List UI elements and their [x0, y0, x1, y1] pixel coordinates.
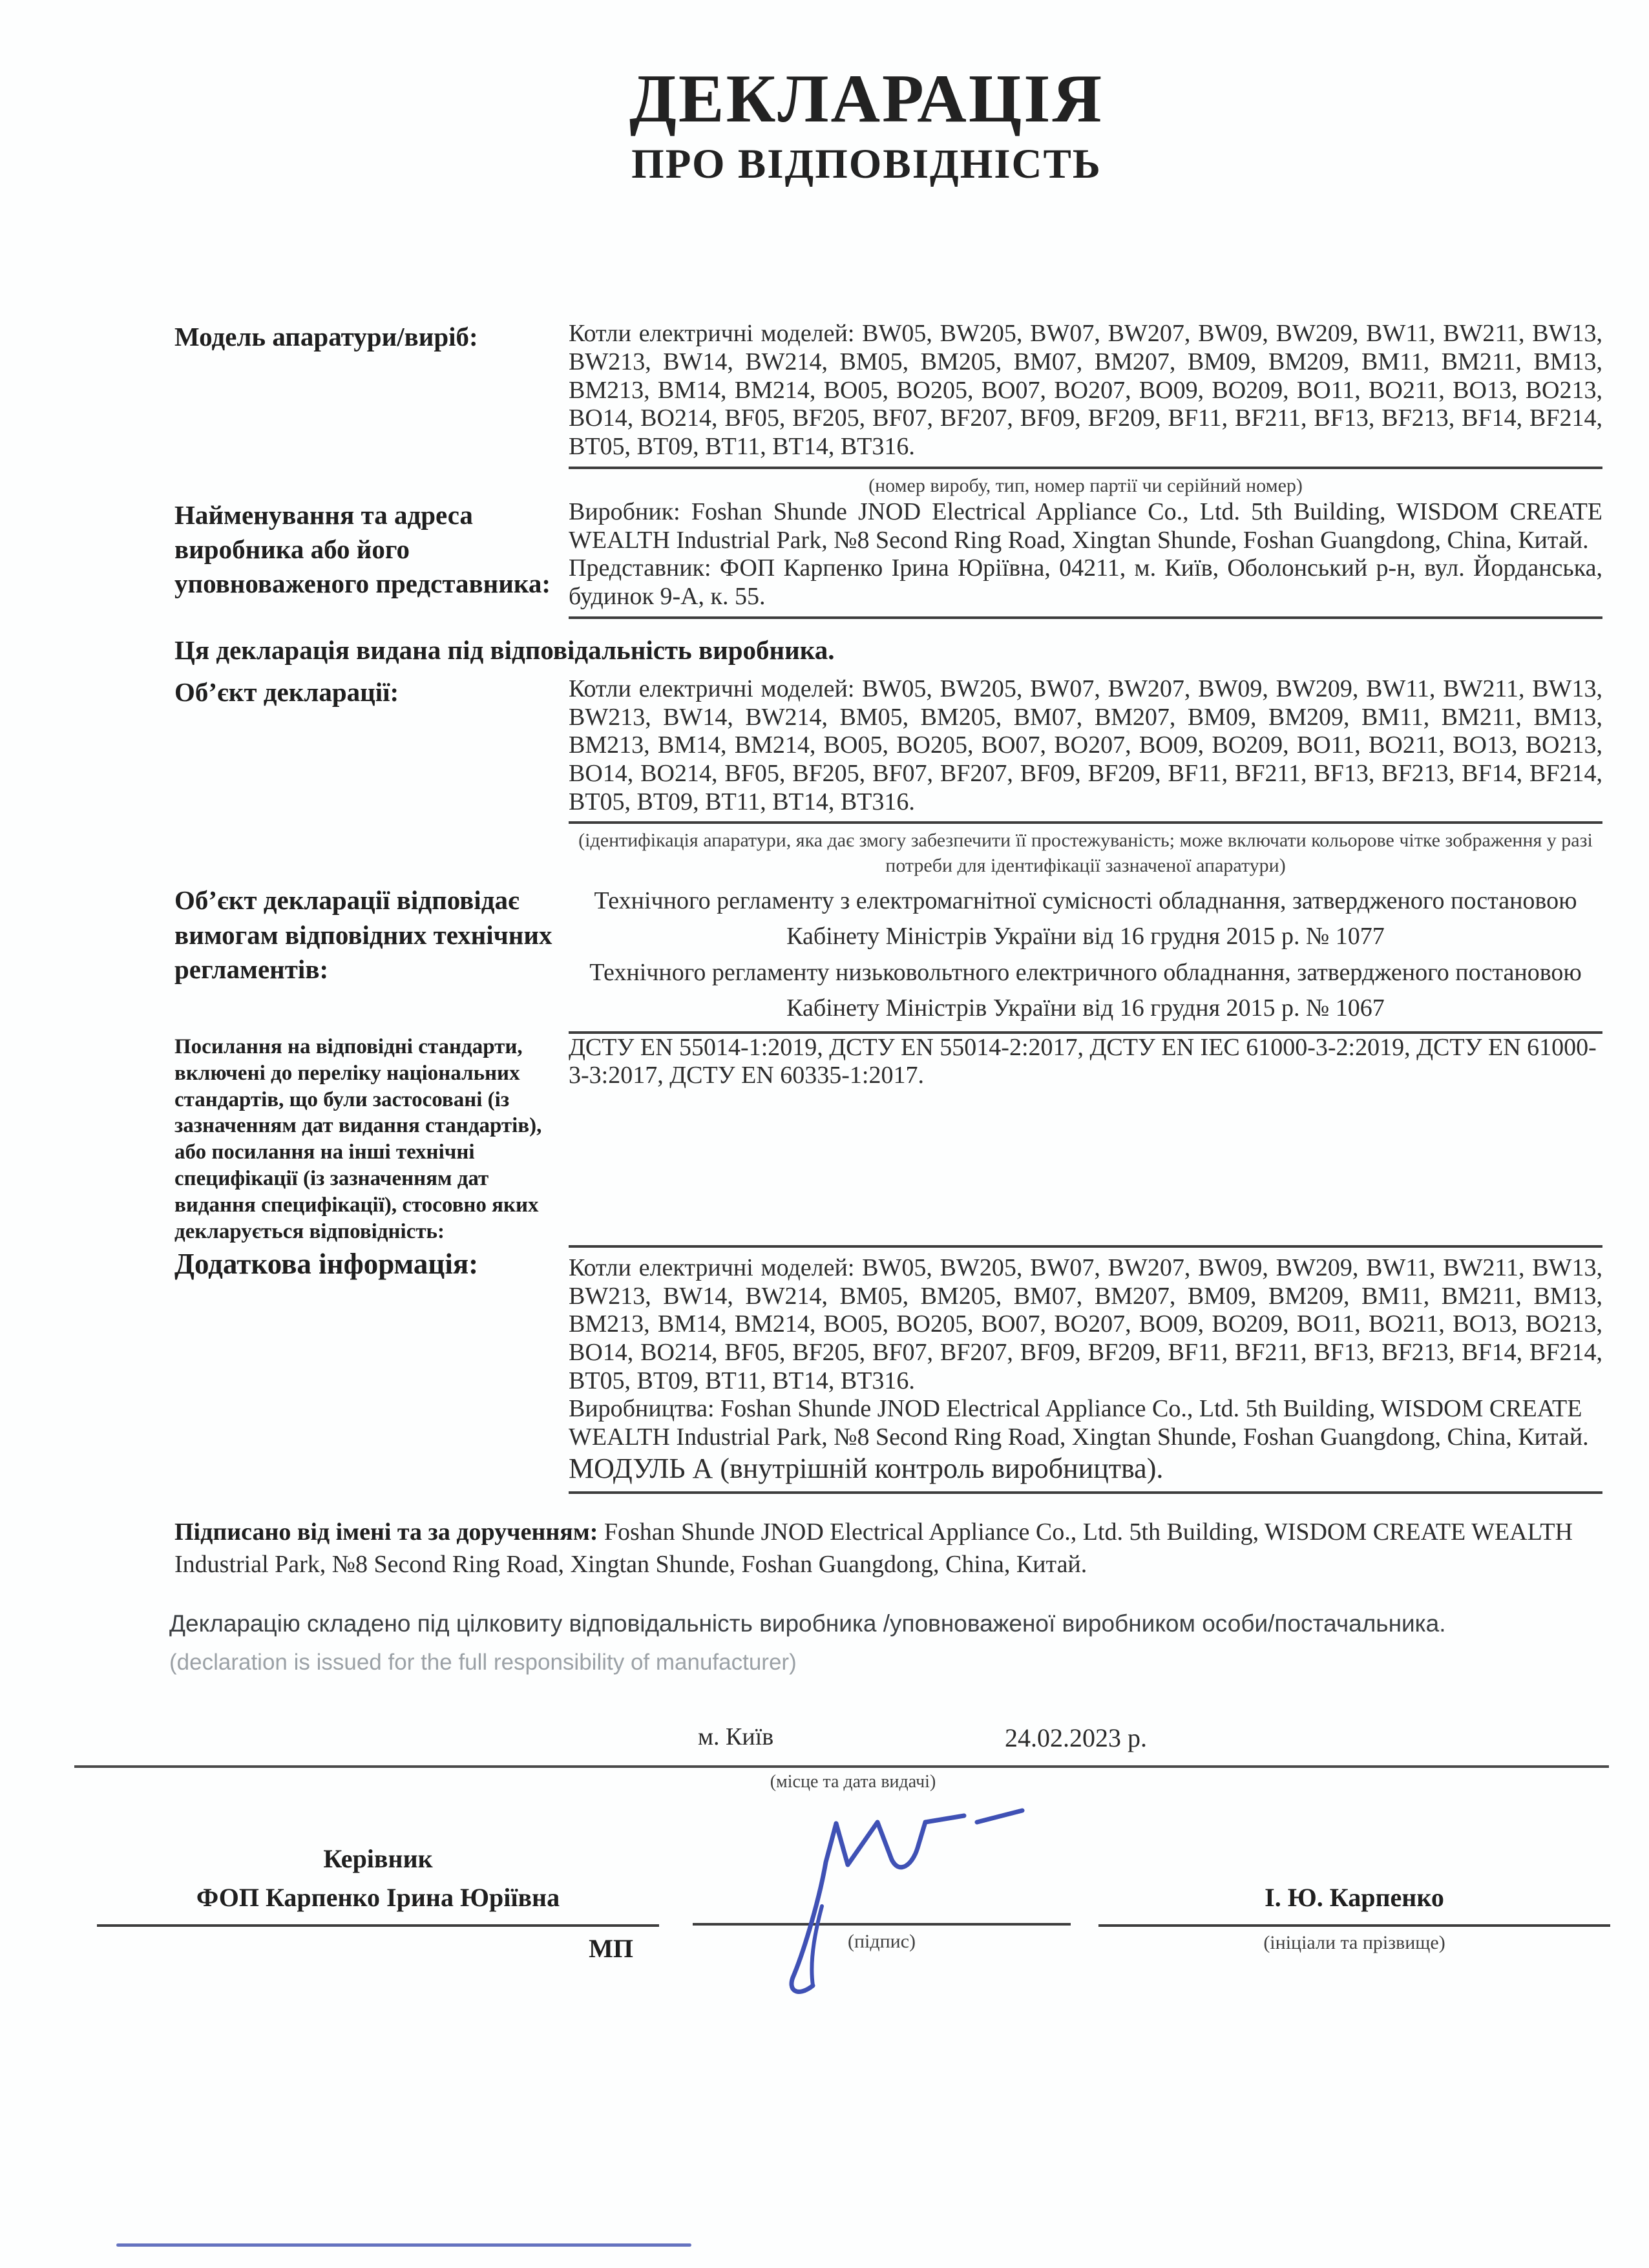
statement-ukrainian: Декларацію складено під цілковиту відповідальність виробника /уповноваженої виробником особи/постачальника.	[169, 1610, 1446, 1637]
full-responsibility-statement	[0, 1610, 1649, 1675]
model-content	[569, 320, 1602, 498]
object-content	[569, 675, 1602, 878]
additional-label: Додаткова інформація:	[174, 1247, 479, 1280]
regulations-content	[569, 883, 1602, 1033]
signed-on-behalf	[0, 1516, 1649, 1582]
divider	[569, 821, 1602, 824]
issue-place: м. Київ	[698, 1723, 774, 1750]
object-list: Котли електричні моделей: BW05, BW205, BW07, BW207, BW09, BW209, BW11, BW211, BW13, BW213, BW14, BW214, BM05, BM205, BM07, BM207, BM09, BM209, BM11, BM211, BM13, BM213, BM14, BM214, BO05, BO205, BO07, BO207, BO09, BO209, BO11, BO211, BO13, BO213, BO14, BO214, BF05, BF205, BF07, BF207, BF09, BF209, BF11, BF211, BF13, BF213, BF14, BF214, BT05, BT09, BT11, BT14, BT316.	[569, 675, 1602, 815]
issue-caption: (місце та дата видачі)	[770, 1771, 936, 1792]
divider	[569, 1245, 1602, 1248]
stamp-mark: МП	[589, 1933, 633, 1963]
model-list: Котли електричні моделей: BW05, BW205, BW07, BW207, BW09, BW209, BW11, BW211, BW13, BW213, BW14, BW214, BM05, BM205, BM07, BM207, BM09, BM209, BM11, BM211, BM13, BM213, BM14, BM214, BO05, BO205, BO07, BO207, BO09, BO209, BO11, BO211, BO13, BO213, BO14, BO214, BF05, BF205, BF07, BF207, BF09, BF209, BF11, BF211, BF13, BF213, BF14, BF214, BT05, BT09, BT11, BT14, BT316.	[569, 320, 1602, 461]
issue-place-date-row	[0, 1723, 1649, 1760]
signature-image	[750, 1803, 1047, 1997]
regulation-emc: Технічного регламенту з електромагнітної сумісності обладнання, затвердженого постановою Кабінету Міністрів України від 16 грудня 2015 р. № 1077	[594, 887, 1577, 950]
standards-content	[569, 1034, 1602, 1245]
signature-caption: (підпис)	[847, 1930, 916, 1952]
module-a-line: МОДУЛЬ А (внутрішній контроль виробництва).	[569, 1452, 1164, 1484]
manufacturer-label: Найменування та адреса виробника або його уповноваженого представника:	[174, 499, 551, 599]
section-manufacturer	[0, 498, 1649, 619]
manufacturer-producer: Виробник: Foshan Shunde JNOD Electrical Appliance Co., Ltd. 5th Building, WISDOM CREATE WEALTH Industrial Park, №8 Second Ring Road, Xingtan Shunde, Foshan Guangdong, China, Китай.	[569, 498, 1602, 554]
additional-production: Виробництва: Foshan Shunde JNOD Electrical Appliance Co., Ltd. 5th Building, WISDOM CREATE WEALTH Industrial Park, №8 Second Ring Road, Xingtan Shunde, Foshan Guangdong, China, Китай.	[569, 1395, 1589, 1451]
title-line-2: ПРО ВІДПОВІДНІСТЬ	[631, 140, 1102, 187]
regulation-lvd: Технічного регламенту низьковольтного електричного обладнання, затвердженого постановою Кабінету Міністрів України від 16 грудня 2015 р. № 1067	[589, 958, 1582, 1022]
object-caption: (ідентифікація апаратури, яка дає змогу забезпечити її простежуваність; може включати кольорове чітке зображення у разі потреби для ідентифікації зазначеної апаратури)	[578, 830, 1593, 877]
responsibility-statement: Ця декларація видана під відповідальність виробника.	[174, 635, 835, 665]
divider	[569, 1491, 1602, 1494]
manufacturer-representative: Представник: ФОП Карпенко Ірина Юріївна, 04211, м. Київ, Оболонський р-н, вул. Йорданська, будинок 9-А, к. 55.	[569, 554, 1602, 610]
section-standards	[0, 1034, 1649, 1245]
statement-english: (declaration is issued for the full responsibility of manufacturer)	[169, 1649, 797, 1675]
model-caption: (номер виробу, тип, номер партії чи серійний номер)	[868, 474, 1303, 496]
regulations-label: Об’єкт декларації відповідає вимогам відповідних технічних регламентів:	[174, 885, 552, 984]
signed-text: Foshan Shunde JNOD Electrical Appliance Co., Ltd. 5th Building, WISDOM CREATE WEALTH Industrial Park, №8 Second Ring Road, Xingtan Shunde, Foshan Guangdong, China, Китай.	[174, 1518, 1573, 1579]
standards-list: ДСТУ EN 55014-1:2019, ДСТУ EN 55014-2:2017, ДСТУ EN IEC 61000-3-2:2019, ДСТУ EN 61000-3-3:2017, ДСТУ EN 60335-1:2017.	[569, 1033, 1597, 1089]
signed-lead: Підписано від імені та за дорученням:	[174, 1518, 598, 1546]
object-label: Об’єкт декларації:	[174, 677, 399, 707]
divider	[569, 616, 1602, 619]
section-object	[0, 675, 1649, 878]
section-regulations	[0, 883, 1649, 1033]
model-label: Модель апаратури/виріб:	[174, 322, 478, 352]
manufacturer-content	[569, 498, 1602, 619]
signatory-position: Керівник	[323, 1843, 433, 1873]
scan-artifact-line	[116, 2243, 691, 2247]
divider	[569, 467, 1602, 469]
initials-caption: (ініціали та прізвище)	[1263, 1931, 1445, 1953]
signature-block	[0, 1843, 1649, 2017]
document-title	[0, 0, 1649, 187]
divider	[97, 1924, 659, 1927]
signatory-column	[97, 1843, 659, 1964]
additional-models-list: Котли електричні моделей: BW05, BW205, BW07, BW207, BW09, BW209, BW11, BW211, BW13, BW213, BW14, BW214, BM05, BM205, BM07, BM207, BM09, BM209, BM11, BM211, BM13, BM213, BM14, BM214, BO05, BO205, BO07, BO207, BO09, BO209, BO11, BO211, BO13, BO213, BO14, BO214, BF05, BF205, BF07, BF207, BF09, BF209, BF11, BF211, BF13, BF213, BF14, BF214, BT05, BT09, BT11, BT14, BT316.	[569, 1254, 1602, 1394]
initials-column	[1098, 1843, 1610, 1954]
section-additional	[0, 1245, 1649, 1494]
title-line-1: ДЕКЛАРАЦІЯ	[629, 61, 1104, 136]
section-model	[0, 320, 1649, 498]
signatory-name: ФОП Карпенко Ірина Юріївна	[196, 1882, 560, 1912]
additional-content	[569, 1245, 1602, 1494]
standards-label: Посилання на відповідні стандарти, включені до переліку національних стандартів, що були застосовані (із зазначенням дат видання стандартів), або посилання на інші технічні специфікації (із зазначенням дат видання специфікації), стосовно яких декларується відповідність:	[174, 1034, 542, 1244]
issue-date: 24.02.2023 р.	[1005, 1723, 1147, 1752]
signatory-initials-name: І. Ю. Карпенко	[1265, 1882, 1444, 1912]
